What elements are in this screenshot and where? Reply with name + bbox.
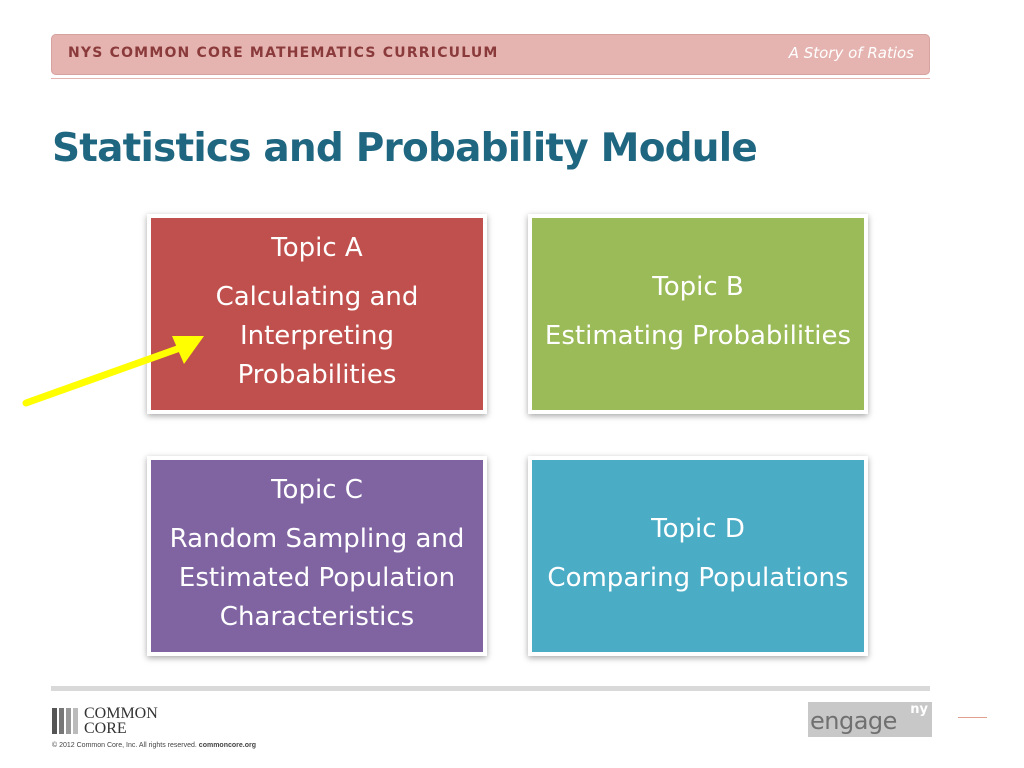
header-divider xyxy=(51,78,930,79)
topic-description: Calculating and Interpreting Probabilities xyxy=(215,282,419,391)
common-core-logo xyxy=(52,706,158,736)
topic-card-d xyxy=(528,456,868,656)
footer-divider xyxy=(51,686,930,691)
curriculum-title: NYS COMMON CORE MATHEMATICS CURRICULUM xyxy=(68,45,499,61)
topic-card-c-fill xyxy=(151,460,483,652)
header-bar xyxy=(51,34,930,75)
page-title: Statistics and Probability Module xyxy=(52,126,757,171)
logo-line-1: COMMON xyxy=(84,705,158,722)
pointer-arrow-icon xyxy=(20,330,210,410)
topic-card-b-fill xyxy=(532,218,864,410)
logo-line-2: CORE xyxy=(84,720,127,737)
engage-superscript: ny xyxy=(910,702,928,717)
topic-label: Topic A xyxy=(271,232,363,263)
engage-ny-logo xyxy=(808,702,932,737)
copyright-notice: © 2012 Common Core, Inc. All rights reserved. xyxy=(52,742,197,749)
common-core-bars-icon xyxy=(52,708,78,734)
topic-description: Estimating Probabilities xyxy=(544,321,852,352)
topic-label: Topic D xyxy=(651,513,745,544)
topic-label: Topic B xyxy=(652,271,744,302)
corner-accent-line xyxy=(958,717,987,718)
curriculum-subtitle: A Story of Ratios xyxy=(788,44,914,62)
copyright-text xyxy=(52,742,256,749)
topic-card-b xyxy=(528,214,868,414)
common-core-wordmark xyxy=(84,706,158,736)
topic-card-c xyxy=(147,456,487,656)
topic-card-d-fill xyxy=(532,460,864,652)
topic-label: Topic C xyxy=(271,474,363,505)
topic-description: Random Sampling and Estimated Population Characteristics xyxy=(169,524,465,633)
engage-wordmark: engage xyxy=(810,707,897,735)
topic-description: Comparing Populations xyxy=(547,563,849,594)
copyright-link[interactable]: commoncore.org xyxy=(198,742,256,749)
